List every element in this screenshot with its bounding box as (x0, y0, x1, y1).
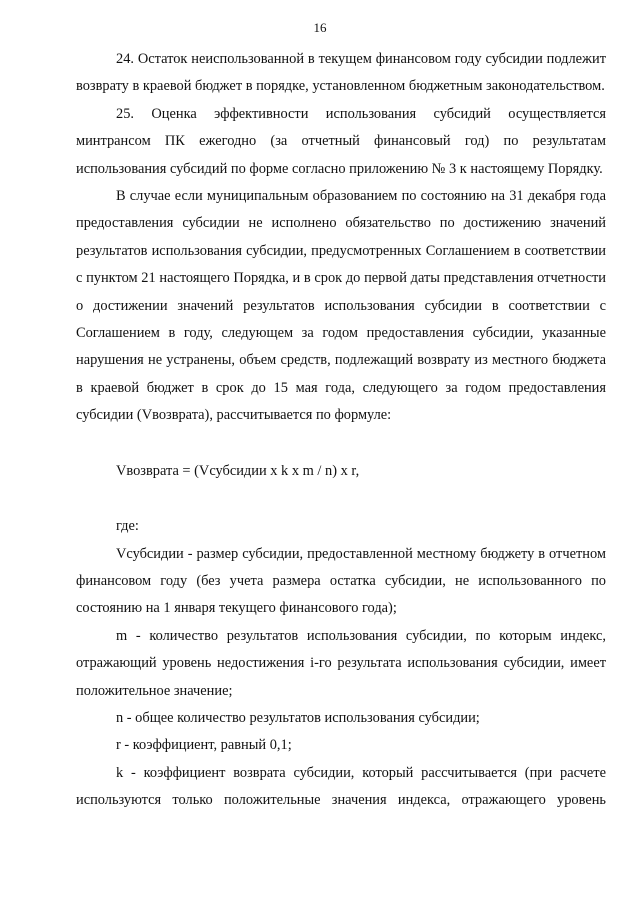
definition-k: k - коэффициент возврата субсидии, который рассчитывается (при расчете используются только положительные значения индекса, отражающего уровень (76, 764, 606, 809)
definition-r: r - коэффициент, равный 0,1; (116, 737, 292, 754)
document-body (76, 46, 606, 815)
definition-vsubsidii: Vсубсидии - размер субсидии, предоставленной местному бюджету в отчетном финансовом году (без учета размера остатка субсидии, не использованного по состоянию на 1 января текущего финансового года); (76, 545, 606, 617)
page-number: 16 (313, 20, 327, 35)
where-label: где: (116, 518, 139, 535)
paragraph-24: 24. Остаток неиспользованной в текущем финансовом году субсидии подлежит возврату в краевой бюджет в порядке, установленном бюджетным законодательством. (76, 51, 606, 95)
definition-m: m - количество результатов использования субсидии, по которым индекс, отражающий уровень недостижения i-го результата использования субсидии, имеет положительное значение; (76, 627, 606, 699)
paragraph-return-case: В случае если муниципальным образованием по состоянию на 31 декабря года предоставления субсидии не исполнено обязательство по достижению значений результатов использования субсидии, предусмотренных Соглашением в соответствии с пунктом 21 настоящего Порядка, и в срок до первой даты представления отчетности о достижении значений результатов использования субсидии в соответствии с Соглашением в году, следующем за годом предоставления субсидии, указанные нарушения не устранены, объем средств, подлежащий возврату из местного бюджета в краевой бюджет в срок до 15 мая года, следующего за годом предоставления субсидии (Vвозврата), рассчитывается по формуле: (76, 188, 606, 424)
formula: Vвозврата = (Vсубсидии x k x m / n) x r, (116, 462, 360, 479)
definition-n: n - общее количество результатов использования субсидии; (116, 709, 480, 726)
paragraph-25: 25. Оценка эффективности использования субсидий осуществляется минтрансом ПК ежегодно (за отчетный финансовый год) по результатам использования субсидий по форме согласно приложению № 3 к настоящему Порядку. (76, 105, 606, 177)
